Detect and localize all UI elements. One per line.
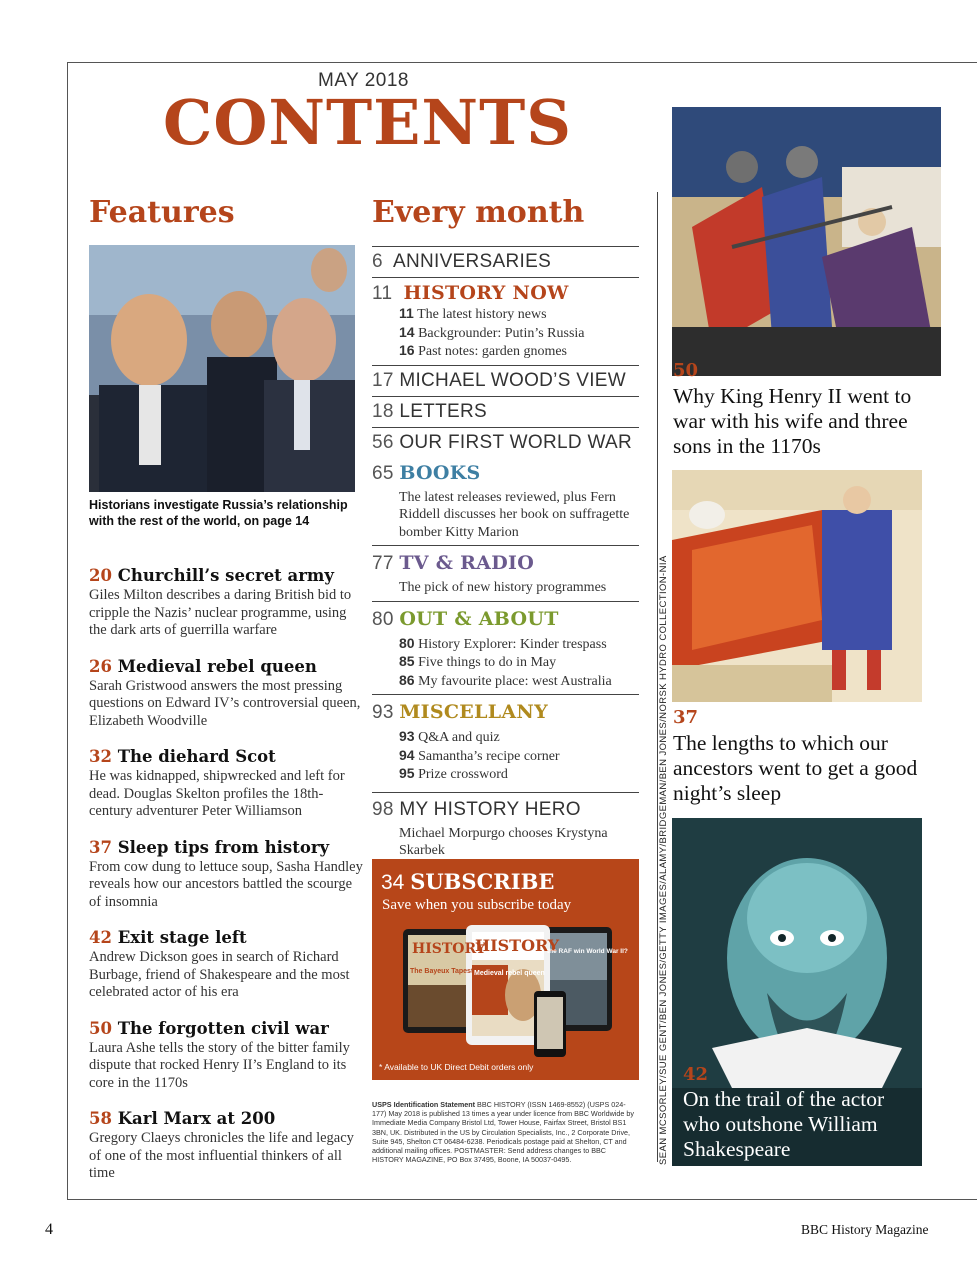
feature-title: Medieval rebel queen	[117, 656, 317, 676]
feature-title: Churchill’s secret army	[117, 566, 334, 585]
every-month-list	[372, 246, 639, 864]
feature-page-number: 58	[89, 1109, 112, 1128]
page-number: 56	[372, 431, 394, 453]
sub-item: 11 The latest history news	[399, 305, 547, 322]
regular-out-about[interactable]	[372, 602, 639, 696]
feature-page-number: 37	[89, 837, 112, 857]
regular-history-hero[interactable]	[372, 793, 639, 864]
right-feature-number: 42	[683, 1064, 709, 1085]
feature-title: Exit stage left	[117, 928, 247, 947]
feature-item[interactable]	[89, 927, 364, 1002]
feature-item[interactable]	[89, 746, 364, 821]
feature-description: Laura Ashe tells the story of the bitter family dispute that rocked Henry II’s England to its core in the 1170s	[89, 1039, 350, 1091]
section-label: LETTERS	[399, 400, 487, 422]
features-list	[89, 565, 364, 1199]
feature-title: Karl Marx at 200	[117, 1109, 276, 1128]
feature-description: Gregory Claeys chronicles the life and legacy of one of the most influential thinkers of all time	[89, 1130, 354, 1181]
sleep-illustration[interactable]	[672, 470, 922, 702]
right-feature-text[interactable]: The lengths to which our ancestors went to get a good night’s sleep	[673, 731, 918, 805]
regular-tv-radio[interactable]	[372, 546, 639, 602]
section-label: OUT & ABOUT	[399, 607, 559, 630]
sub-item: 94 Samantha’s recipe corner	[399, 746, 560, 764]
feature-page-number: 20	[89, 566, 112, 585]
section-label: MY HISTORY HERO	[399, 798, 581, 820]
subscribe-tagline: Save when you subscribe today	[382, 897, 572, 913]
feature-page-number: 26	[89, 656, 112, 676]
medieval-illustration[interactable]	[672, 107, 941, 376]
page-number: 93	[372, 702, 394, 723]
feature-photo[interactable]	[89, 245, 355, 492]
sub-item: 95 Prize crossword	[399, 765, 508, 782]
section-label: HISTORY NOW	[403, 282, 569, 304]
cover-headline-right: the RAF win World War II?	[547, 948, 628, 955]
feature-description: He was kidnapped, shipwrecked and left for dead. Douglas Skelton profiles the 18th-century adventurer Peter Williamson	[89, 768, 345, 819]
feature-description: Giles Milton describes a daring British bid to cripple the Nazis’ nuclear programme, using the dark arts of guerrilla warfare	[89, 587, 352, 638]
feature-item[interactable]	[89, 565, 364, 640]
regular-books[interactable]	[372, 458, 639, 547]
section-label: TV & RADIO	[399, 552, 535, 574]
cover-title-left: HISTORY	[412, 941, 486, 957]
page-number: 6	[372, 251, 383, 272]
sub-item: 85 Five things to do in May	[399, 653, 557, 670]
section-label: MISCELLANY	[399, 701, 548, 723]
subscribe-note: * Available to UK Direct Debit orders only	[379, 1062, 534, 1072]
magazine-name-footer: BBC History Magazine	[801, 1222, 929, 1237]
right-feature-text[interactable]: Why King Henry II went to war with his wife and three sons in the 1170s	[673, 384, 912, 458]
feature-description: From cow dung to lettuce soup, Sasha Handley reveals how our ancestors battled the scourge of insomnia	[89, 858, 363, 910]
cover-headline-left: The Bayeux Tapestry	[410, 968, 480, 975]
feature-title: The diehard Scot	[117, 747, 276, 766]
regular-first-world-war[interactable]	[372, 428, 639, 458]
section-description: The pick of new history programmes	[399, 580, 607, 595]
issue-date: MAY 2018	[318, 70, 409, 91]
sub-item: 16 Past notes: garden gnomes	[399, 342, 567, 359]
feature-page-number: 32	[89, 747, 112, 766]
page-number: 98	[372, 798, 394, 820]
sub-item: 80 History Explorer: Kinder trespass	[399, 634, 607, 652]
cover-headline-center: Medieval rebel queen	[474, 970, 545, 977]
feature-title: The forgotten civil war	[117, 1018, 329, 1038]
feature-description: Andrew Dickson goes in search of Richard Burbage, friend of Shakespeare and the most celebrated actor of his era	[89, 949, 350, 1000]
sub-item: 14 Backgrounder: Putin’s Russia	[399, 323, 585, 341]
feature-photo-caption: Historians investigate Russia’s relationship with the rest of the world, on page 14	[89, 498, 348, 528]
page-number: 34	[381, 871, 405, 894]
section-label: OUR FIRST WORLD WAR	[399, 431, 632, 453]
subscribe-promo[interactable]	[372, 859, 639, 1080]
sub-item: 93 Q&A and quiz	[399, 728, 500, 745]
page-number-footer: 4	[45, 1221, 53, 1238]
section-description: Michael Morpurgo chooses Krystyna Skarbek	[399, 825, 608, 858]
page-number: 65	[372, 462, 394, 484]
feature-item[interactable]	[89, 837, 364, 912]
page-number: 80	[372, 608, 394, 630]
page-number: 11	[372, 283, 393, 304]
page-number: 18	[372, 400, 394, 422]
section-description: The latest releases reviewed, plus Fern Riddell discusses her book on suffragette bomber Kitty Marion	[399, 489, 630, 540]
section-label: BOOKS	[399, 461, 481, 484]
page-number: 77	[372, 553, 394, 574]
feature-page-number: 42	[89, 928, 112, 947]
feature-item[interactable]	[89, 1108, 364, 1183]
subscribe-label: SUBSCRIBE	[410, 869, 555, 894]
regular-michael-wood[interactable]	[372, 366, 639, 397]
regular-history-now[interactable]	[372, 278, 639, 366]
section-label: MICHAEL WOOD’S VIEW	[399, 369, 627, 391]
photo-credit: SEAN MCSORLEY/SUE GENT/BEN JONES/GETTY IMAGES/ALAMY/BRIDGEMAN/BEN JONES/NORSK HYDRO COLLECTION-NIA	[658, 555, 669, 1165]
feature-page-number: 50	[89, 1018, 112, 1038]
section-label: ANNIVERSARIES	[392, 251, 552, 272]
right-feature-number: 50	[673, 360, 699, 381]
page-number: 17	[372, 369, 394, 391]
feature-item[interactable]	[89, 656, 364, 731]
sub-item: 86 My favourite place: west Australia	[399, 671, 612, 689]
usps-label: USPS Identification Statement	[372, 1100, 476, 1109]
feature-title: Sleep tips from history	[117, 837, 330, 857]
every-month-heading: Every month	[372, 195, 585, 230]
right-feature-number: 37	[673, 707, 699, 728]
regular-anniversaries[interactable]	[372, 247, 639, 278]
cover-title-center: HISTORY	[475, 936, 560, 955]
regular-letters[interactable]	[372, 397, 639, 428]
usps-statement	[372, 1100, 637, 1164]
right-feature-text[interactable]: On the trail of the actor who outshone William Shakespeare	[683, 1087, 885, 1161]
usps-text: BBC HISTORY (ISSN 1469-8552) (USPS 024-177) May 2018 is published 13 times a year under licence from BBC Worldwide by Immediate Media Company Bristol Ltd, Tower House, Fairfax Street, Bristol BS1 3BN, UK. Distributed in the US by Circulation Specialists, Inc., 2 Corporate Drive, Suite 945, Shelton CT 06484-6238. Periodicals postage paid at Shelton, CT and additional mailing offices. POSTMASTER: Send address changes to BBC HISTORY MAGAZINE, PO Box 37495, Boone, IA 50037-0495.	[372, 1100, 634, 1165]
regular-miscellany[interactable]	[372, 695, 639, 793]
feature-description: Sarah Gristwood answers the most pressing questions on Edward IV’s controversial queen, Elizabeth Woodville	[89, 677, 361, 729]
magazine-devices-image	[400, 925, 628, 1060]
feature-item[interactable]	[89, 1018, 364, 1093]
page-title: CONTENTS	[163, 86, 573, 159]
features-heading: Features	[89, 195, 235, 230]
